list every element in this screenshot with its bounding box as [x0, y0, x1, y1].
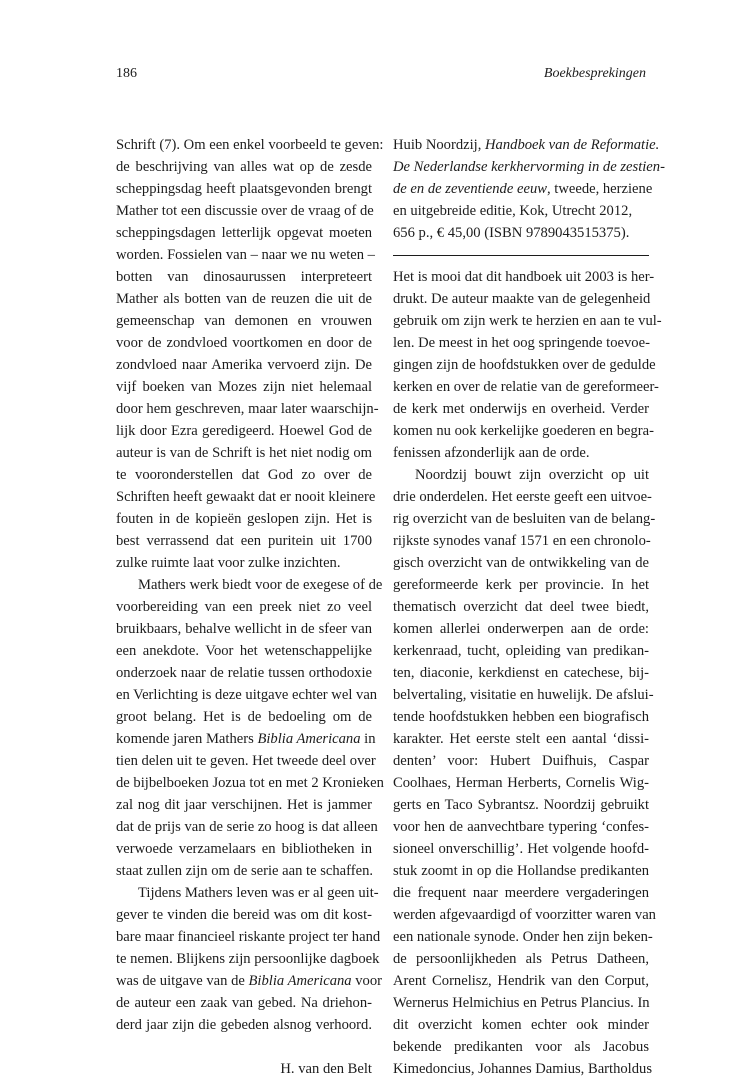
text-line: komende jaren Mathers Biblia Americana in: [116, 731, 376, 747]
text-line: Het is mooi dat dit handboek uit 2003 is her-: [393, 269, 655, 285]
text-line: een nationale synode. Onder hen zijn beken-: [393, 929, 653, 945]
text-line: fouten in de kopieën geslopen zijn. Het is: [116, 511, 372, 527]
text-line: de kerk met onderwijs en overheid. Verder: [393, 401, 649, 417]
text-line: bare maar financieel riskante project ter hand: [116, 929, 381, 945]
text-line: tien delen uit te geven. Het tweede deel over: [116, 753, 376, 769]
divider-rule: [393, 255, 649, 256]
text-line: was de uitgave van de Biblia Americana voor: [116, 973, 383, 989]
text-line: de beschrijving van alles wat op de zesde: [116, 159, 372, 175]
text-line: gebruik om zijn werk te herzien en aan te vul-: [393, 313, 662, 329]
text-line: sioneel onverschillig’. Het volgende hoofd-: [393, 841, 649, 857]
text-line: en Verlichting is deze uitgave echter wel van: [116, 687, 378, 703]
right-column: [393, 134, 665, 1080]
text-line: drukt. De auteur maakte van de gelegenheid: [393, 291, 651, 307]
text-line: staat zullen zijn om de serie aan te schaffen.: [116, 863, 374, 879]
text-line: Coolhaes, Herman Herberts, Cornelis Wig-: [393, 775, 649, 791]
text-line: Huib Noordzij, Handboek van de Reformatie.: [393, 137, 660, 153]
text-line: voor hen de aanvechtbare typering ‘confes-: [393, 819, 649, 835]
text-line: de bijbelboeken Jozua tot en met 2 Kronieken: [116, 775, 384, 791]
text-line: Arent Cornelisz, Hendrik van den Corput,: [393, 973, 649, 989]
italic-title: Biblia Americana: [248, 973, 352, 989]
text-line: len. De meest in het oog springende toevoe-: [393, 335, 650, 351]
text-line: derd jaar zijn die gebeden alsnog verhoord.: [116, 1017, 372, 1033]
text-line: kerken en over de relatie van de gereformeer-: [393, 379, 659, 395]
text-line: voorbereiding van een preek niet zo veel: [116, 599, 372, 615]
text-line: komen nu ook kerkelijke goederen en begra-: [393, 423, 654, 439]
text-line: gever te vinden die bereid was om dit kost-: [116, 907, 372, 923]
text-line: ten, diaconie, kerkdienst en catechese, bij-: [393, 665, 649, 681]
text-line: auteur is van de Schrift is het niet nodig om: [116, 445, 372, 461]
text-line: door hem geschreven, maar later waarschijn-: [116, 401, 379, 417]
review-text: [393, 266, 662, 1080]
text-line: 656 p., € 45,00 (ISBN 9789043515375).: [393, 225, 630, 241]
text-line: lijk door Ezra geredigeerd. Hoewel God de: [116, 423, 372, 439]
text-line: gereformeerde kerk per provincie. In het: [393, 577, 649, 593]
text-line: vijf boeken van Mozes zijn niet helemaal: [116, 379, 372, 395]
text-line: gerts en Taco Sybrantsz. Noordzij gebruikt: [393, 797, 649, 813]
text-line: groot belang. Het is de bedoeling om de: [116, 709, 372, 725]
italic-title: De Nederlandse kerkhervorming in de zestien-: [393, 159, 665, 175]
text-line: die frequent naar meerdere vergaderingen: [393, 885, 649, 901]
text-line: worden. Fossielen van – naar we nu weten –: [116, 247, 375, 263]
italic-title: Handboek van de Reformatie.: [485, 137, 660, 153]
text-line: scheppingsdag heeft plaatsgevonden brengt: [116, 181, 372, 197]
text-line: voor de zondvloed voortkomen en door de: [116, 335, 372, 351]
text-line: karakter. Het eerste stelt een aantal ‘dissi-: [393, 731, 649, 747]
text-line: komen allerlei onderwerpen aan de orde:: [393, 621, 649, 637]
text-line: rijkste synodes vanaf 1571 en een chronolo-: [393, 533, 651, 549]
text-line: Mather als botten van de reuzen die uit de: [116, 291, 372, 307]
text-line: gemeenschap van demonen en vrouwen: [116, 313, 372, 329]
text-line: gisch overzicht van de ontwikkeling van de: [393, 555, 649, 571]
text-line: thematisch overzicht dat deel twee biedt,: [393, 599, 649, 615]
text-line: rig overzicht van de besluiten van de belang-: [393, 511, 656, 527]
book-reference: [393, 134, 665, 244]
italic-title: de en de zeventiende eeuw: [393, 181, 547, 197]
text-line: zal nog dit jaar verschijnen. Het is jammer: [116, 797, 372, 813]
text-line: Mathers werk biedt voor de exegese of de: [138, 577, 383, 593]
text-line: de persoonlijkheden als Petrus Datheen,: [393, 951, 649, 967]
page-number: 186: [116, 66, 137, 81]
text-line: H. van den Belt: [280, 1061, 372, 1077]
text-line: bruikbaars, behalve wellicht in de sfeer van: [116, 621, 372, 637]
text-line: Noordzij bouwt zijn overzicht op uit: [415, 467, 649, 483]
text-line: [393, 156, 665, 178]
text-line: onderzoek naar de relatie tussen orthodoxie: [116, 665, 372, 681]
text-line: dat de prijs van de serie zo hoog is dat alleen: [116, 819, 378, 835]
text-line: werden afgevaardigd of voorzitter waren van: [393, 907, 656, 923]
text-line: [116, 1036, 372, 1058]
text-line: botten van dinosaurussen interpreteert: [116, 269, 372, 285]
left-column: [116, 134, 384, 1080]
text-line: denten’ voor: Hubert Duifhuis, Caspar: [393, 753, 649, 769]
text-line: zulke ruimte laat voor zulke inzichten.: [116, 555, 341, 571]
text-line: Mather tot een discussie over de vraag of de: [116, 203, 374, 219]
text-line: fenissen afzonderlijk aan de orde.: [393, 445, 590, 461]
text-line: Schrift (7). Om een enkel voorbeeld te geven:: [116, 137, 384, 153]
text-line: zondvloed naar Amerika vervoerd zijn. De: [116, 357, 372, 373]
italic-title: Biblia Americana: [257, 731, 361, 747]
text-line: drie onderdelen. Het eerste geeft een uitvoe-: [393, 489, 652, 505]
text-line: te vooronderstellen dat God zo over de: [116, 467, 372, 483]
text-line: scheppingsdagen letterlijk opgevat moeten: [116, 225, 372, 241]
text-line: en uitgebreide editie, Kok, Utrecht 2012,: [393, 203, 633, 219]
text-line: te nemen. Blijkens zijn persoonlijke dagboek: [116, 951, 380, 967]
text-line: tende hoofdstukken hebben een biografisch: [393, 709, 649, 725]
text-line: best verrassend dat een puritein uit 1700: [116, 533, 372, 549]
text-line: de auteur een zaak van gebed. Na driehon-: [116, 995, 372, 1011]
text-line: Tijdens Mathers leven was er al geen uit-: [138, 885, 379, 901]
text-line: bekende predikanten voor als Jacobus: [393, 1039, 649, 1055]
text-line: stuk zoomt in op die Hollandse predikanten: [393, 863, 649, 879]
text-line: kerkenraad, tucht, opleiding van predikan-: [393, 643, 649, 659]
text-line: verwoede verzamelaars en bibliotheken in: [116, 841, 372, 857]
text-line: gingen zijn de hoofdstukken over de gedulde: [393, 357, 656, 373]
text-line: Schriften heeft gewaakt dat er nooit kleinere: [116, 489, 376, 505]
text-line: Kimedoncius, Johannes Damius, Bartholdus: [393, 1061, 653, 1077]
text-line: een anekdote. Voor het wetenschappelijke: [116, 643, 372, 659]
text-line: de en de zeventiende eeuw, tweede, herziene: [393, 181, 653, 197]
text-line: belvertaling, visitatie en huwelijk. De afslui-: [393, 687, 654, 703]
text-line: dit overzicht komen echter ook minder: [393, 1017, 649, 1033]
text-line: Wernerus Helmichius en Petrus Plancius. In: [393, 995, 650, 1011]
running-head: Boekbesprekingen: [543, 66, 646, 81]
